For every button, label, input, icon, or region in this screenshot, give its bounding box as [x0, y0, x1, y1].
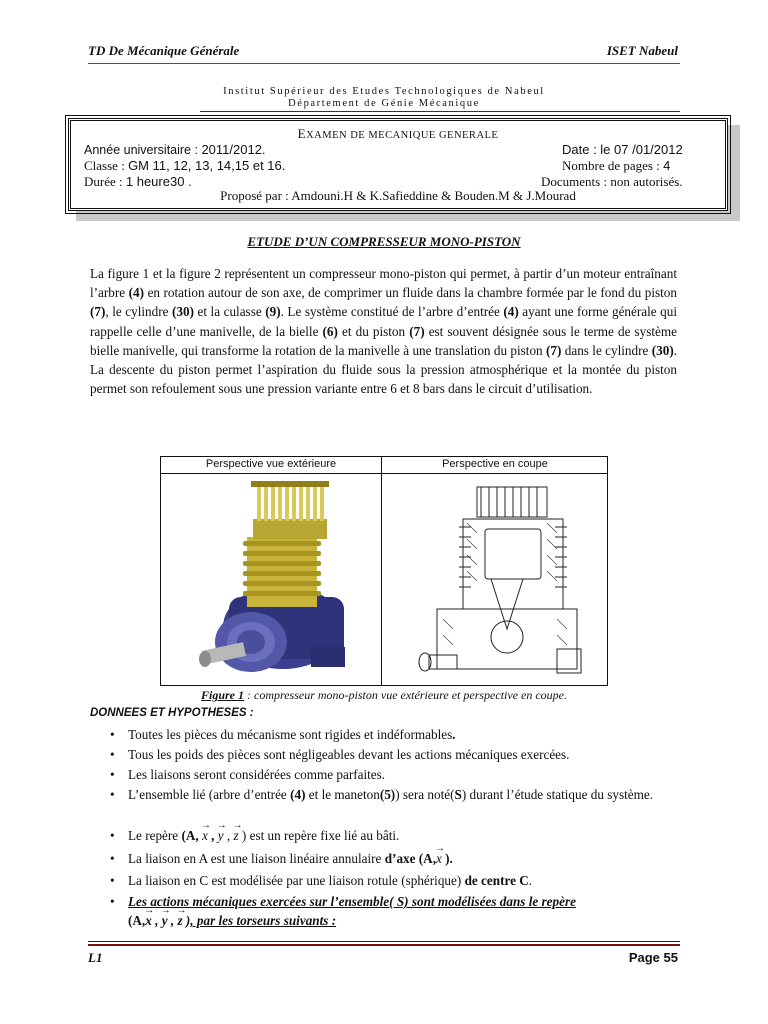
section-heading-donnees: DONNEES ET HYPOTHESES : [90, 707, 254, 719]
figure-table [160, 456, 608, 686]
exam-date [562, 142, 683, 158]
authors: Proposé par : Amdouni.H & K.Safieddine & Bouden.M & J.Mourad [220, 188, 576, 203]
class-label: Classe : [84, 158, 129, 173]
figure-label: Figure 1 [200, 688, 244, 702]
page-title: ETUDE D’UN COMPRESSEUR MONO-PISTON [247, 234, 521, 249]
pages-label: Nombre de pages : [562, 158, 664, 173]
compressor-section-image [407, 479, 597, 684]
list-item: • Les actions mécaniques exercées sur l’ensemble( S) sont modélisées dans le repère (A,→ x , → y , → z ), par les torseurs suivants : [110, 892, 680, 932]
intro-paragraph: La figure 1 et la figure 2 représentent un compresseur mono-piston qui permet, à partir d’un moteur entraînant l’arbre (4) en rotation autour de son axe, de comprimer un fluide dans la chambre formée par le fond du piston (7), le cylindre (30) et la culasse (9). Le système constitué de l’arbre d’entrée (4) ayant une forme générale qui rappelle celle d’une manivelle, de la bielle (6) et du piston (7) est souvent désignée sous le terme de système bielle manivelle, qui transforme la rotation de la manivelle à une translation du piston (7) dans le cylindre (30). La descente du piston permet l’aspiration du fluide sous la pression atmosphérique et la montée du piston permet son refoulement sous une pression variante entre 6 et 8 bars dans le circuit d’utilisation. [90, 266, 678, 397]
footer-level: L1 [88, 950, 103, 965]
year-label: Année universitaire : [84, 143, 202, 157]
header-divider [88, 63, 680, 64]
figure-col-section: Perspective en coupe [442, 458, 548, 470]
department-name: Département de Génie Mécanique [288, 98, 480, 109]
institution-name: Institut Supérieur des Etudes Technologiques de Nabeul [223, 86, 545, 97]
figure-table-header [161, 457, 607, 474]
documents-policy: Documents : non autorisés. [541, 174, 683, 189]
class-info [84, 158, 285, 174]
year-value: 2011/2012. [201, 142, 266, 157]
pages-value: 4 [663, 158, 671, 173]
footer-divider-accent [88, 944, 680, 946]
exam-title-initial: E [297, 126, 307, 141]
duration-label: Durée : [84, 174, 126, 189]
page-number: Page 55 [628, 950, 678, 965]
figure-caption [88, 688, 680, 703]
duration-value: 1 heure30 . [125, 174, 192, 189]
exam-title [70, 126, 726, 142]
class-value: GM 11, 12, 13, 14,15 et 16. [128, 158, 286, 173]
list-item: • L’ensemble lié (arbre d’entrée (4) et le maneton(5)) sera noté(S) durant l’étude statique du système. [110, 787, 654, 802]
header-right: ISET Nabeul [606, 43, 678, 58]
department-divider [200, 111, 680, 112]
page-count [562, 158, 670, 174]
footer-divider [88, 941, 680, 942]
academic-year [84, 142, 266, 158]
compressor-exterior-image [191, 477, 361, 682]
figure-caption-text: : compresseur mono-piston vue extérieure et perspective en coupe. [244, 688, 567, 702]
date-value: Date : le 07 /01/2012 [562, 142, 683, 157]
exam-title-rest: XAMEN DE MECANIQUE GENERALE [306, 130, 499, 141]
figure-col-exterior: Perspective vue extérieure [205, 458, 337, 470]
header-left: TD De Mécanique Générale [88, 43, 240, 58]
